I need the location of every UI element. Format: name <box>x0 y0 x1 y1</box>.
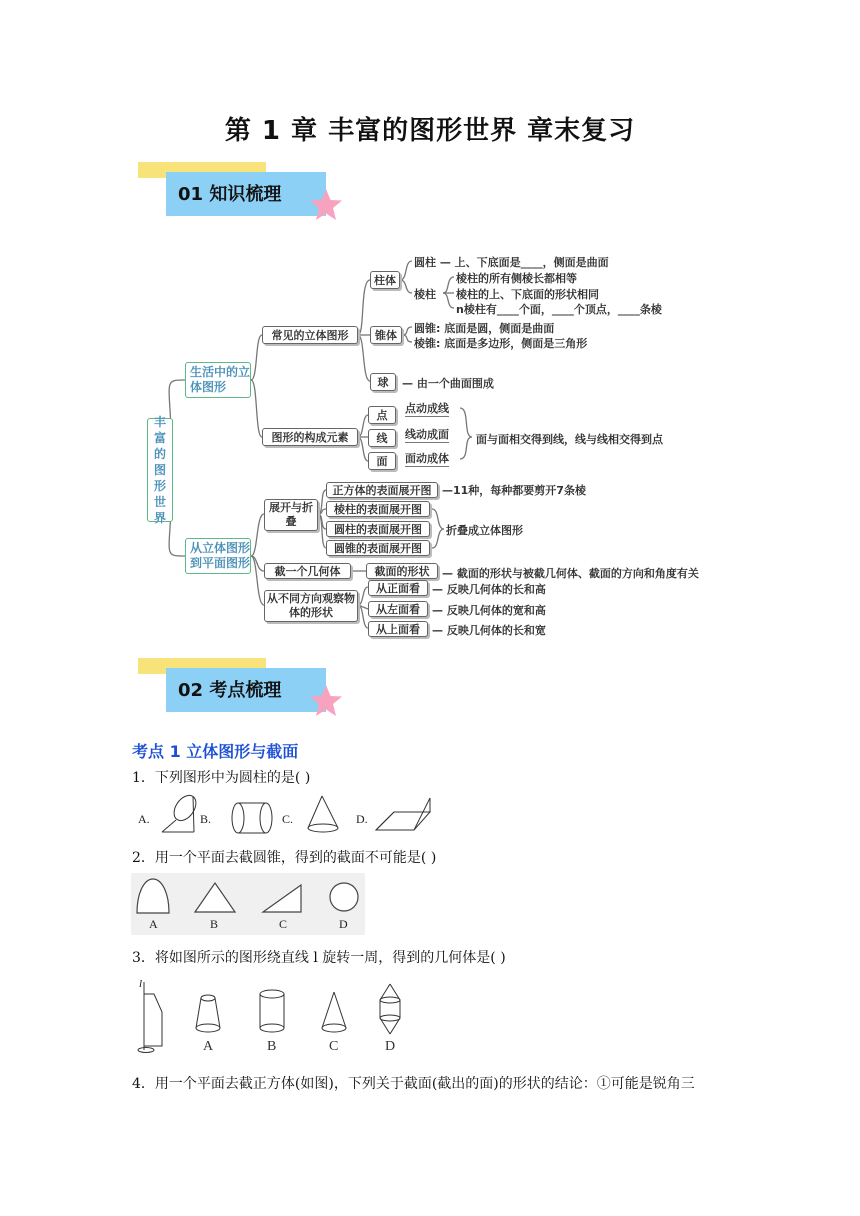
mindmap-branch-life: 生活中的立体图形 <box>185 362 251 398</box>
figure-b <box>260 990 284 1032</box>
mindmap-net-cylinder: 圆柱的表面展开图 <box>326 521 430 537</box>
option-label: C <box>329 1039 339 1054</box>
mindmap-view-left-desc: — 反映几何体的宽和高 <box>432 604 546 617</box>
figure-a <box>196 995 220 1032</box>
question-2-figures <box>131 873 365 935</box>
figure-rotation <box>138 982 162 1053</box>
section-banner-exam <box>138 658 348 728</box>
mindmap-elements-desc: 面与面相交得到线，线与线相交得到点 <box>476 433 663 446</box>
shape-circle <box>330 883 358 911</box>
shape-triangle <box>195 883 235 912</box>
option-label: A. <box>138 812 150 826</box>
mindmap-branch-plane: 从立体图形到平面图形 <box>185 538 251 574</box>
mindmap-fold-desc: 折叠成立体图形 <box>446 524 523 537</box>
question-2: 2．用一个平面去截圆锥，得到的截面不可能是( ) <box>132 850 437 866</box>
mindmap-prism: 棱柱 <box>414 288 436 301</box>
figure-d <box>380 984 400 1034</box>
mindmap-line-desc: 线动成面 <box>405 428 449 441</box>
figure-a <box>162 792 200 832</box>
option-label: C <box>279 917 288 931</box>
option-label: B. <box>200 812 212 826</box>
question-3-figures <box>132 978 422 1056</box>
mindmap-cut: 截一个几何体 <box>264 563 351 579</box>
option-label: B <box>267 1039 277 1054</box>
exam-point-title: 考点 1 立体图形与截面 <box>132 742 299 761</box>
mindmap-elements: 图形的构成元素 <box>262 428 358 446</box>
shape-right-triangle <box>263 885 301 912</box>
mindmap-net-cube-desc: —11种，每种都要剪开7条棱 <box>442 484 586 497</box>
option-label: B <box>210 917 219 931</box>
mindmap-cylinder: 圆柱 — 上、下底面是____，侧面是曲面 <box>414 256 609 269</box>
mindmap-common-solids: 常见的立体图形 <box>262 326 358 344</box>
mindmap-prism-l3: n棱柱有____个面，____个顶点，____条棱 <box>456 303 662 316</box>
mindmap-prism-group: 柱体 <box>370 271 400 289</box>
question-4: 4．用一个平面去截正方体(如图)，下列关于截面(截出的面)的形状的结论：①可能是锐角三 <box>132 1076 695 1092</box>
mindmap-ball: 球 <box>370 373 396 391</box>
mindmap-cone-group: 锥体 <box>370 326 402 344</box>
shape-parabola <box>137 879 169 913</box>
mindmap-view-top-desc: — 反映几何体的长和宽 <box>432 624 546 637</box>
section-title: 02 考点梳理 <box>178 680 282 701</box>
question-1: 1．下列图形中为圆柱的是( ) <box>132 770 311 786</box>
mindmap-prism-l2: 棱柱的上、下底面的形状相同 <box>456 288 599 301</box>
axis-label: l <box>139 978 143 990</box>
figure-c <box>308 796 338 832</box>
option-label: D. <box>356 812 368 826</box>
mindmap-view-front: 从正面看 <box>368 580 428 596</box>
mindmap-prism-l1: 棱柱的所有侧棱长都相等 <box>456 272 577 285</box>
option-label: A <box>149 917 158 931</box>
mindmap-line: 线 <box>368 429 396 447</box>
option-label: D <box>339 917 348 931</box>
option-label: A <box>203 1039 214 1054</box>
mindmap-view: 从不同方向观察物体的形状 <box>264 590 358 622</box>
mindmap-view-top: 从上面看 <box>368 621 428 637</box>
mindmap-cone-l2: 棱锥: 底面是多边形，侧面是三角形 <box>414 337 588 350</box>
page-title: 第 1 章 丰富的图形世界 章末复习 <box>224 116 636 146</box>
mindmap-cut-desc: — 截面的形状与被截几何体、截面的方向和角度有关 <box>442 567 699 580</box>
mindmap-face: 面 <box>368 452 396 470</box>
option-label: D <box>385 1039 396 1054</box>
mindmap-view-left: 从左面看 <box>368 601 428 617</box>
figure-b <box>232 803 272 833</box>
figure-d <box>376 798 430 830</box>
mindmap-cut-shape: 截面的形状 <box>366 563 438 579</box>
mindmap-unfold: 展开与折叠 <box>264 499 318 531</box>
mindmap-point: 点 <box>368 406 396 424</box>
mindmap-face-desc: 面动成体 <box>405 452 449 465</box>
star-icon <box>308 684 344 718</box>
mindmap-cone-l1: 圆锥: 底面是圆，侧面是曲面 <box>414 322 555 335</box>
option-label: C. <box>282 812 294 826</box>
mindmap-point-desc: 点动成线 <box>405 402 449 415</box>
question-1-figures <box>150 792 450 840</box>
mindmap-view-front-desc: — 反映几何体的长和高 <box>432 583 546 596</box>
mindmap-net-cone: 圆锥的表面展开图 <box>326 540 430 556</box>
figure-c <box>322 992 346 1032</box>
section-title: 01 知识梳理 <box>178 184 282 205</box>
question-3: 3．将如图所示的图形绕直线 l 旋转一周，得到的几何体是( ) <box>132 950 506 966</box>
mindmap-root: 丰富的图形世界 <box>147 418 173 522</box>
mindmap-ball-desc: — 由一个曲面围成 <box>402 377 494 390</box>
mindmap-net-prism: 棱柱的表面展开图 <box>326 501 430 517</box>
mindmap-net-cube: 正方体的表面展开图 <box>326 482 438 498</box>
